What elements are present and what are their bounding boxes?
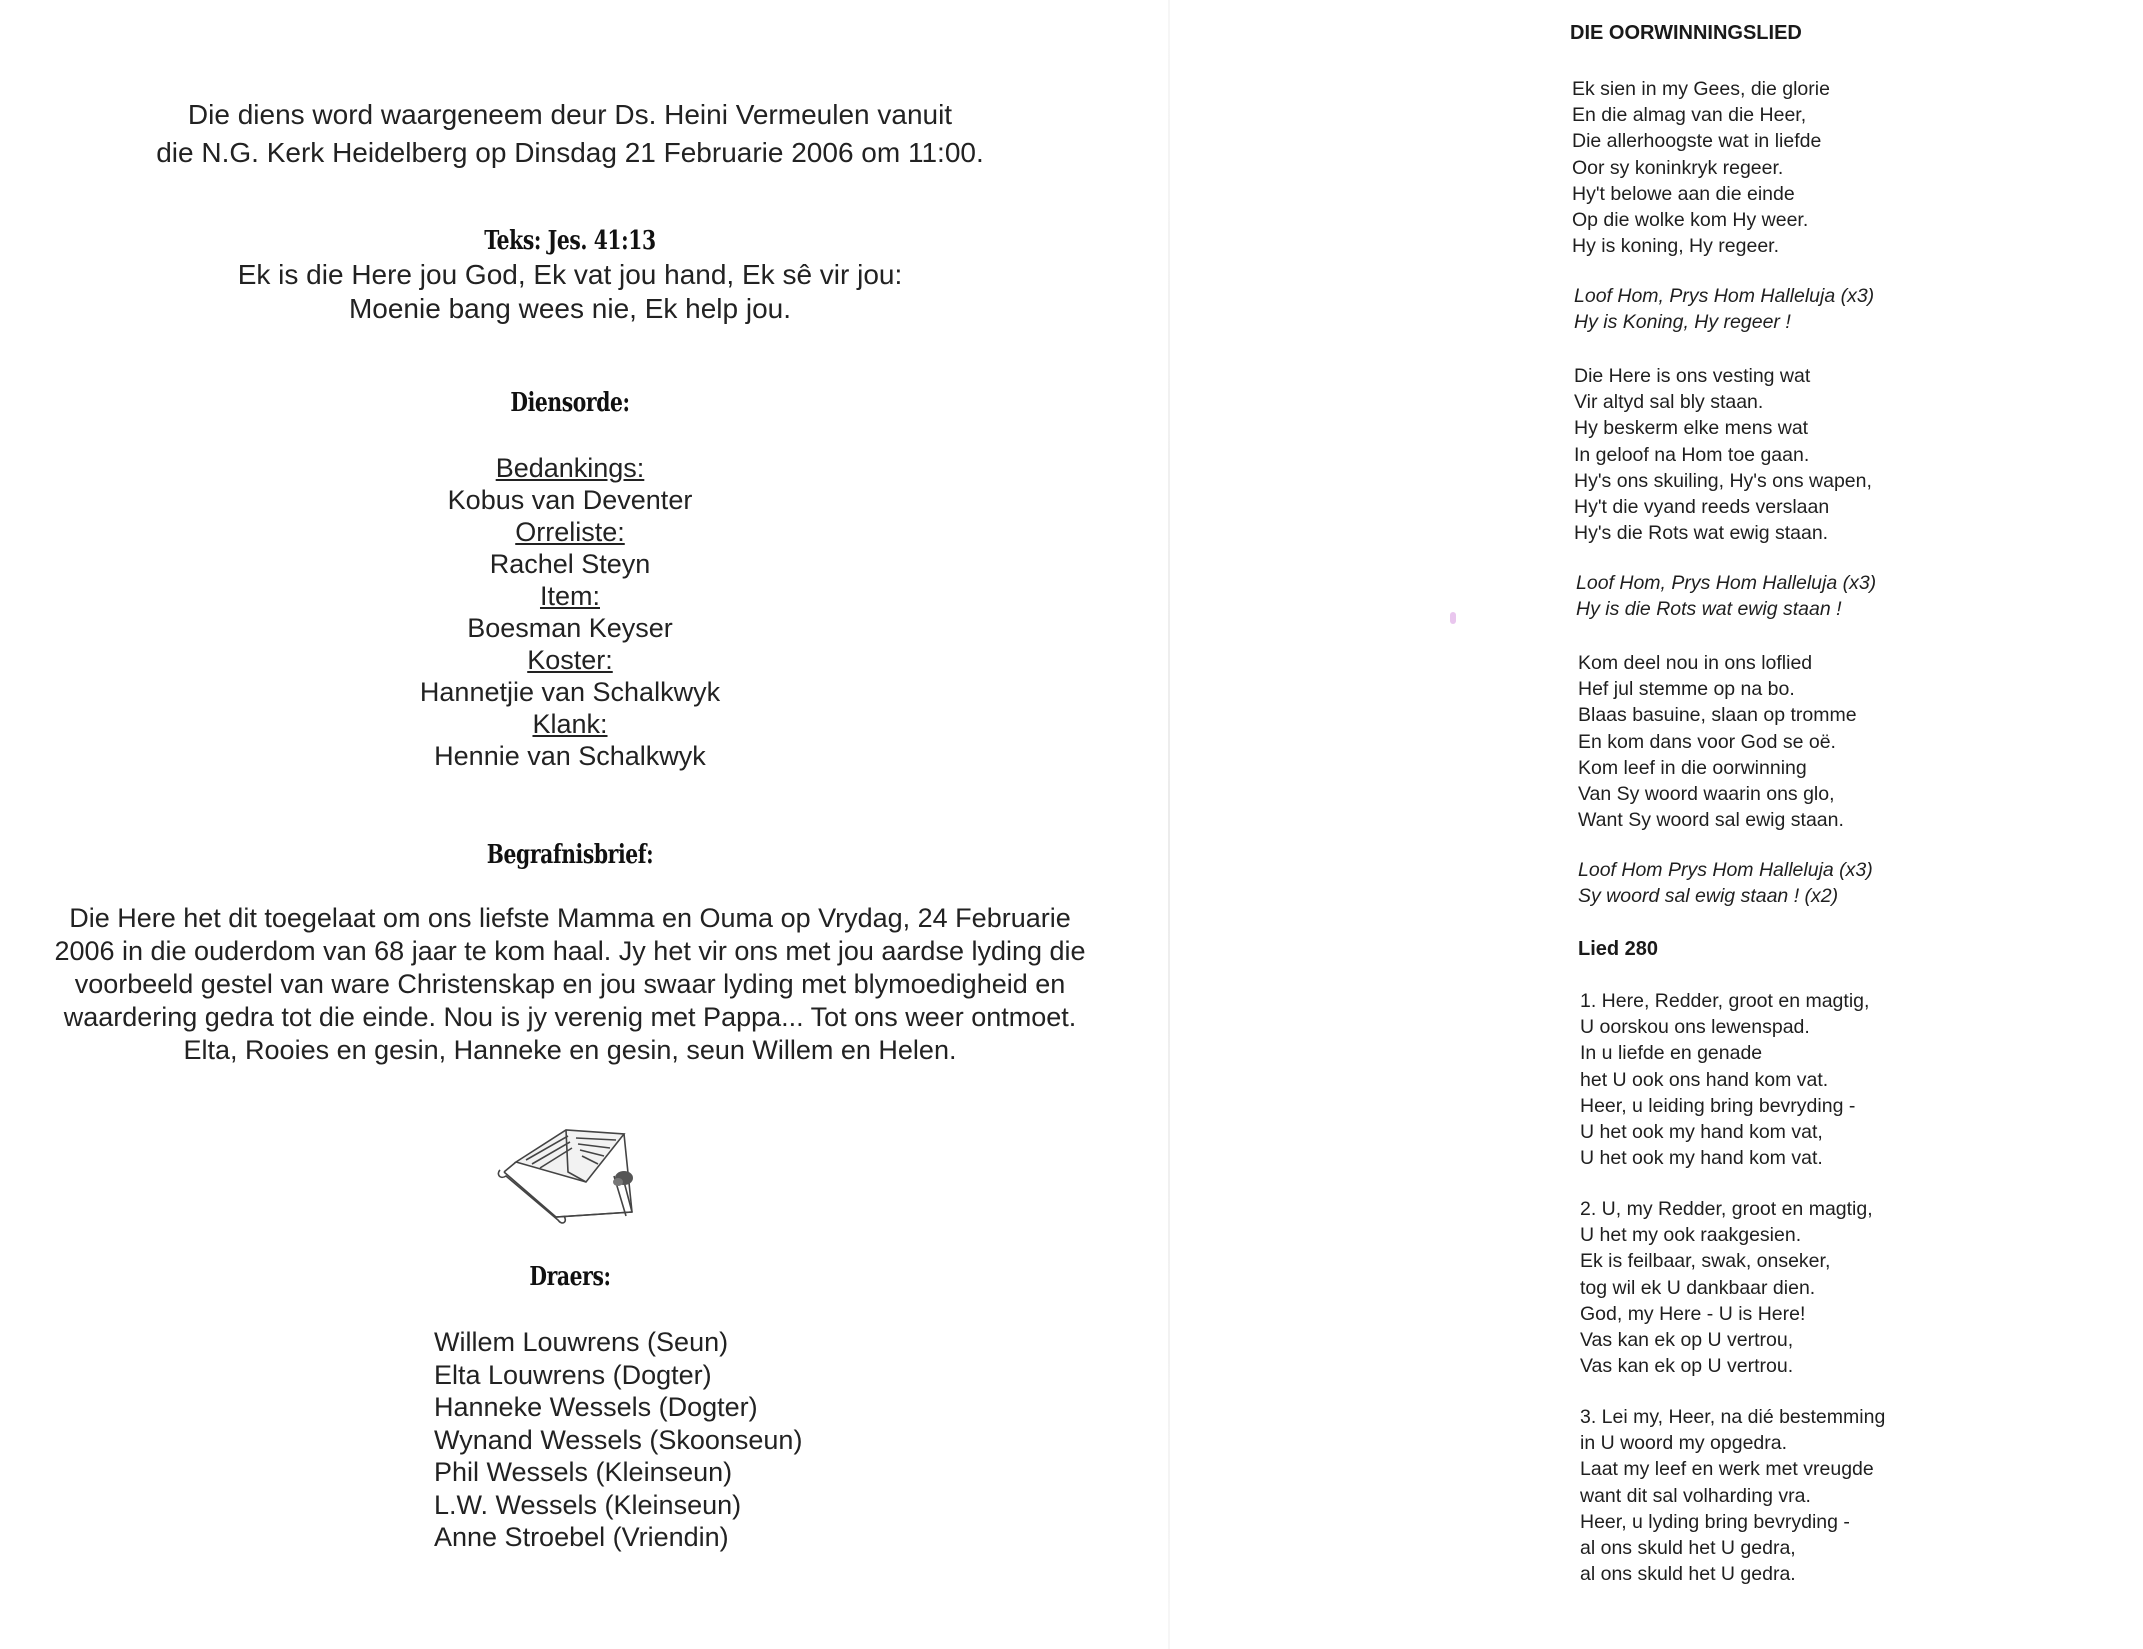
brief-line: Elta, Rooies en gesin, Hanneke en gesin, seun Willem en Helen. (183, 1035, 957, 1065)
draer-name: Hanneke Wessels (Dogter) (434, 1392, 758, 1422)
orde-role: Klank: (532, 709, 608, 739)
lied-verse (1580, 988, 1869, 1171)
lied-line: Laat my leef en werk met vreugde (1580, 1458, 1874, 1481)
orde-role: Item: (539, 581, 600, 611)
teks-line: Moenie bang wees nie, Ek help jou. (348, 293, 792, 324)
song-stanza (1578, 650, 1857, 833)
song-line: Oor sy koninkryk regeer. (1572, 156, 1784, 179)
draer-name: L.W. Wessels (Kleinseun) (434, 1489, 742, 1520)
song-stanza (1572, 76, 1830, 259)
song-line: Hy beskerm elke mens wat (1574, 417, 1809, 440)
song-refrain (1576, 570, 1876, 622)
song-line: Sy woord sal ewig staan ! (x2) (1578, 885, 1839, 908)
diensorde-heading: Diensorde: (510, 388, 630, 418)
orde-person: Kobus van Deventer (447, 485, 693, 515)
song-line: Hy is koning, Hy regeer. (1572, 235, 1780, 258)
lied-line: want dit sal volharding vra. (1580, 1484, 1811, 1507)
teks-body (30, 258, 1110, 326)
draer-name: Phil Wessels (Kleinseun) (434, 1457, 733, 1487)
page-fold (1168, 0, 1170, 1649)
song-line: Vir altyd sal bly staan. (1574, 391, 1764, 414)
song-line: Hy is Koning, Hy regeer ! (1574, 311, 1791, 334)
right-page (1490, 0, 2143, 1649)
song-line: Hy't die vyand reeds verslaan (1574, 496, 1830, 519)
lied-line: Heer, u lyding bring bevryding - (1580, 1510, 1850, 1533)
orde-person: Hannetjie van Schalkwyk (419, 677, 721, 707)
teks-line: Ek is die Here jou God, Ek vat jou hand, Ek sê vir jou: (237, 259, 903, 290)
song-line: Hy't belowe aan die einde (1572, 182, 1795, 205)
song-stanza (1574, 363, 1872, 546)
lied-verse (1580, 1196, 1873, 1379)
draer-name: Elta Louwrens (Dogter) (434, 1359, 712, 1390)
lied-line: Ek is feilbaar, swak, onseker, (1580, 1250, 1831, 1273)
draer-name: Anne Stroebel (Vriendin) (434, 1522, 729, 1552)
song-line: Hy is die Rots wat ewig staan ! (1576, 598, 1842, 621)
orde-role: Koster: (527, 645, 613, 675)
lied-line: Vas kan ek op U vertrou. (1580, 1355, 1794, 1378)
diensorde-list (30, 452, 1110, 772)
lied-line: 1. Here, Redder, groot en magtig, (1580, 990, 1870, 1012)
lied-line: al ons skuld het U gedra. (1580, 1563, 1796, 1586)
draers-heading: Draers: (529, 1262, 611, 1292)
song-line: Hy's die Rots wat ewig staan. (1574, 522, 1829, 545)
lied-line: Heer, u leiding bring bevryding - (1580, 1094, 1856, 1117)
song-title: DIE OORWINNINGSLIED (1570, 22, 1802, 44)
lied-line: God, my Here - U is Here! (1580, 1302, 1806, 1325)
lied-line: U het ook my hand kom vat. (1580, 1147, 1823, 1170)
brief-line: Die Here het dit toegelaat om ons liefste Mamma en Ouma op Vrydag, 24 Februarie (69, 903, 1071, 933)
song-line: Blaas basuine, slaan op tromme (1578, 704, 1857, 727)
brief-line: voorbeeld gestel van ware Christenskap en jou swaar lyding met blymoedigheid en (74, 969, 1066, 999)
song-line: Loof Hom, Prys Hom Halleluja (x3) (1574, 285, 1875, 307)
orde-role: Bedankings: (495, 453, 645, 483)
song-line: Hef jul stemme op na bo. (1578, 678, 1795, 701)
brief-line: waardering gedra tot die einde. Nou is jy verenig met Pappa... Tot ons weer ontmoet. (63, 1002, 1077, 1032)
lied-line: 2. U, my Redder, groot en magtig, (1580, 1198, 1873, 1220)
song-line: Kom leef in die oorwinning (1578, 756, 1807, 779)
song-line: Van Sy woord waarin ons glo, (1578, 783, 1835, 806)
lied-line: U oorskou ons lewenspad. (1580, 1016, 1810, 1039)
song-line: En die almag van die Heer, (1572, 104, 1807, 127)
song-line: En kom dans voor God se oë. (1578, 730, 1836, 753)
lied-line: U het ook my hand kom vat, (1580, 1121, 1823, 1144)
brief-line: 2006 in die ouderdom van 68 jaar te kom haal. Jy het vir ons met jou aardse lyding die (54, 936, 1086, 966)
song-line: Op die wolke kom Hy weer. (1572, 209, 1809, 232)
orde-person: Hennie van Schalkwyk (434, 741, 706, 771)
draer-name: Wynand Wessels (Skoonseun) (434, 1424, 803, 1455)
song-refrain (1578, 857, 1873, 909)
service-intro (30, 96, 1110, 172)
song-line: In geloof na Hom toe gaan. (1574, 443, 1810, 466)
lied-line: al ons skuld het U gedra, (1580, 1537, 1796, 1560)
orde-person: Rachel Steyn (489, 549, 651, 579)
lied-title: Lied 280 (1578, 938, 1659, 960)
song-line: Hy's ons skuiling, Hy's ons wapen, (1574, 469, 1872, 492)
intro-line: die N.G. Kerk Heidelberg op Dinsdag 21 Februarie 2006 om 11:00. (156, 137, 984, 168)
open-book-icon (496, 1112, 646, 1232)
song-line: Loof Hom, Prys Hom Halleluja (x3) (1576, 572, 1877, 594)
lied-line: U het my ook raakgesien. (1580, 1224, 1802, 1247)
draers-list (434, 1326, 802, 1554)
lied-verse (1580, 1404, 1885, 1587)
song-line: Loof Hom Prys Hom Halleluja (x3) (1578, 859, 1873, 881)
song-line: Kom deel nou in ons loflied (1578, 652, 1813, 674)
song-line: Ek sien in my Gees, die glorie (1572, 78, 1830, 100)
draer-name: Willem Louwrens (Seun) (434, 1327, 729, 1357)
song-refrain (1574, 283, 1874, 335)
lied-line: het U ook ons hand kom vat. (1580, 1068, 1829, 1091)
lied-line: in U woord my opgedra. (1580, 1432, 1788, 1455)
ink-speck (1450, 612, 1456, 624)
teks-heading: Teks: Jes. 41:13 (484, 226, 656, 256)
song-line: Want Sy woord sal ewig staan. (1578, 809, 1844, 832)
song-line: Die allerhoogste wat in liefde (1572, 130, 1822, 153)
lied-line: 3. Lei my, Heer, na dié bestemming (1580, 1406, 1886, 1428)
orde-person: Boesman Keyser (467, 613, 673, 643)
begrafnisbrief-body (30, 902, 1110, 1067)
song-line: Die Here is ons vesting wat (1574, 365, 1811, 387)
intro-line: Die diens word waargeneem deur Ds. Heini Vermeulen vanuit (187, 99, 953, 130)
lied-line: tog wil ek U dankbaar dien. (1580, 1276, 1816, 1299)
begrafnisbrief-heading: Begrafnisbrief: (486, 840, 654, 870)
lied-line: Vas kan ek op U vertrou, (1580, 1329, 1794, 1352)
orde-role: Orreliste: (515, 517, 625, 547)
lied-line: In u liefde en genade (1580, 1042, 1763, 1065)
